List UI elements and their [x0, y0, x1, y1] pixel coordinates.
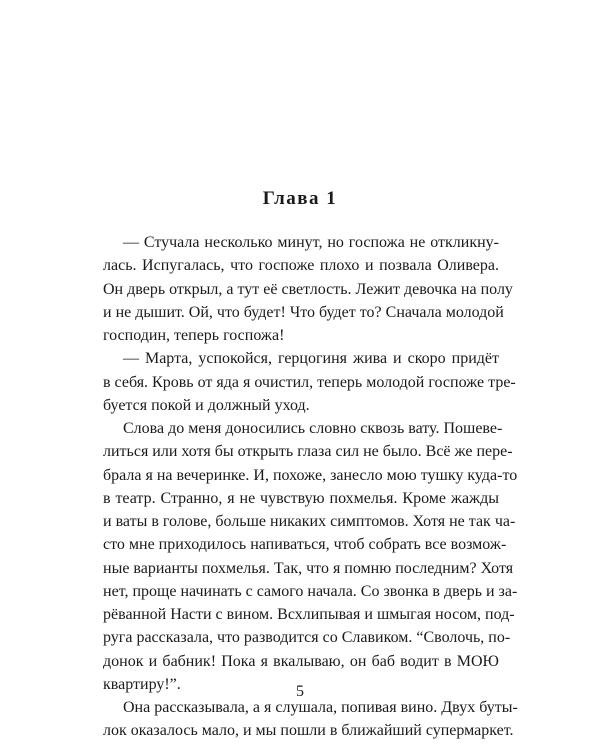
text-line: ные варианты похмелья. Так, что я помню последним? Хотя: [103, 559, 514, 577]
text-line: Он дверь открыл, а тут её светлость. Лежит девочка на полу: [103, 280, 513, 298]
text-line: в театр. Странно, я не чувствую похмелья. Кроме жажды: [103, 489, 499, 507]
text-line: лок оказалось мало, и мы пошли в ближайший супермаркет.: [103, 722, 514, 740]
page-number: 5: [296, 683, 304, 700]
body-text: [103, 231, 518, 743]
text-line: буется покой и должный уход.: [103, 396, 310, 414]
chapter-title: Глава 1: [262, 188, 338, 209]
text-line: — Стучала несколько минут, но госпожа не откликну-: [123, 234, 499, 251]
text-line: господин, теперь госпожа!: [103, 327, 285, 344]
text-line: — Марта, успокойся, герцогиня жива и скоро придёт: [123, 350, 499, 368]
text-line: Она рассказывала, а я слушала, попивая вино. Двух буты-: [123, 699, 518, 716]
text-line: Слова до меня доносились словно сквозь вату. Пошеве-: [123, 420, 503, 437]
text-line: руга рассказала, что разводится со Славиком. “Сволочь, по-: [103, 629, 511, 647]
text-line: сто мне приходилось напиваться, чтоб собрать все возмож-: [103, 536, 507, 554]
text-line: нет, проще начинать с самого начала. Со звонка в дверь и за-: [103, 582, 518, 600]
text-line: в себя. Кровь от яда я очистил, теперь молодой госпоже тре-: [103, 373, 516, 391]
text-line: литься или хотя бы открыть глаза сил не было. Всё же пере-: [103, 443, 513, 461]
text-line: рёванной Насти с вином. Всхлипывая и шмыгая носом, под-: [103, 606, 515, 623]
text-line: и не дышит. Ой, что будет! Что будет то? Сначала молодой: [103, 303, 504, 321]
text-line: и ваты в голове, больше никаких симптомов. Хотя не так ча-: [103, 513, 516, 530]
text-line: лась. Испугалась, что госпоже плохо и позвала Оливера.: [103, 257, 499, 275]
text-line: донок и бабник! Пока я вкалываю, он баб водит в МОЮ: [103, 652, 499, 670]
text-line: квартиру!”.: [103, 675, 181, 693]
text-line: брала я на вечеринке. И, похоже, занесло мою тушку куда-то: [103, 466, 518, 484]
